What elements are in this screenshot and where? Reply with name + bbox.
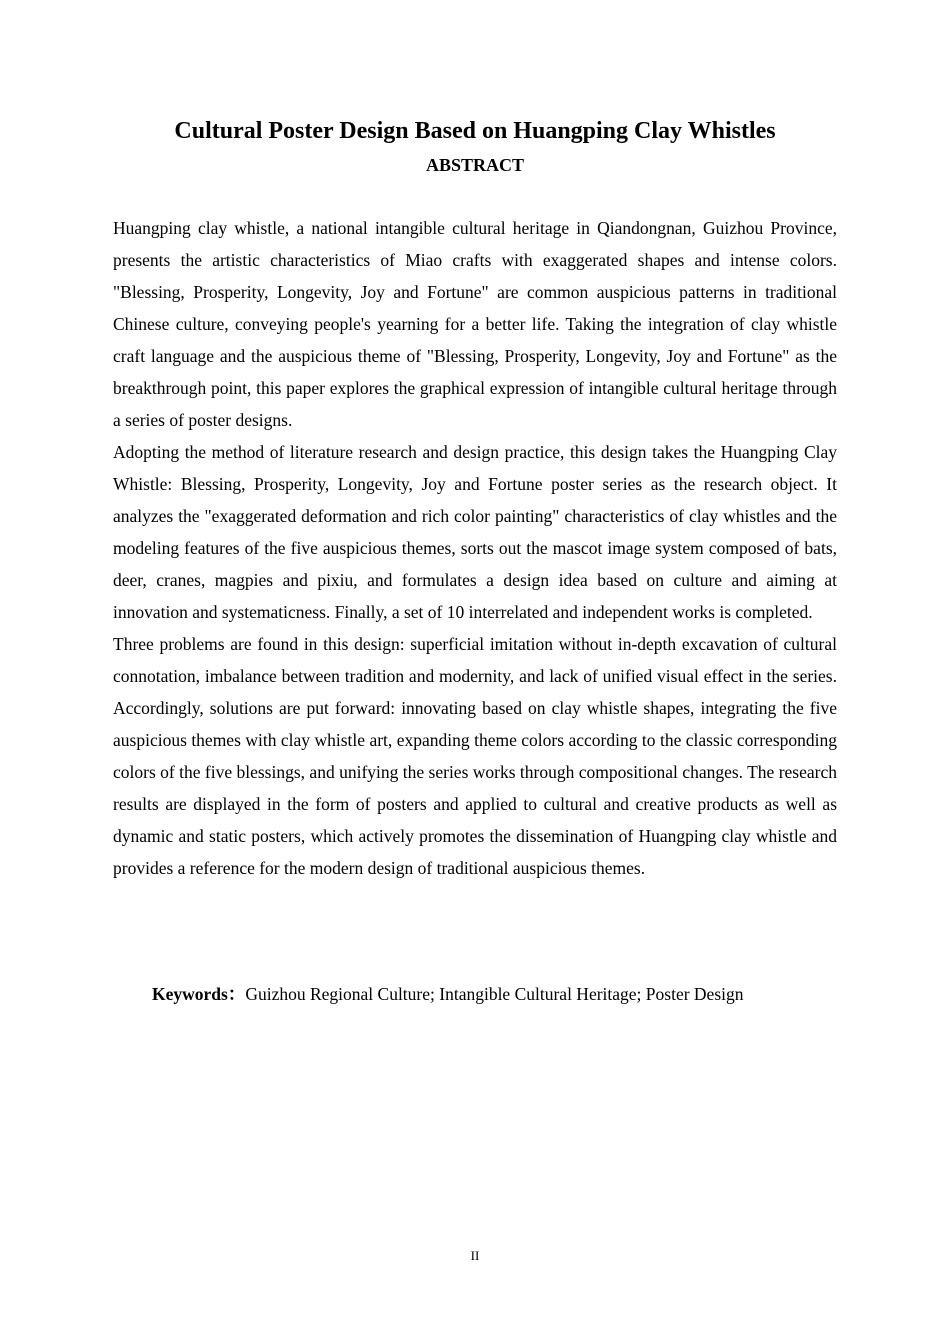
- keywords-text: Guizhou Regional Culture; Intangible Cultural Heritage; Poster Design: [245, 984, 744, 1004]
- keywords-label: Keywords：: [152, 984, 246, 1004]
- abstract-paragraph-3: Three problems are found in this design: superficial imitation without in-depth excavation of cultural connotation, imbalance between tradition and modernity, and lack of unified visual effect in the series. Accordingly, solutions are put forward: innovating based on clay whistle shapes, integrating the five auspicious themes with clay whistle art, expanding theme colors according to the classic corresponding colors of the five blessings, and unifying the series works through compositional changes. The research results are displayed in the form of posters and applied to cultural and creative products as well as dynamic and static posters, which actively promotes the dissemination of Huangping clay whistle and provides a reference for the modern design of traditional auspicious themes.: [113, 634, 837, 878]
- page-title: Cultural Poster Design Based on Huangping Clay Whistles: [174, 118, 776, 144]
- abstract-heading: ABSTRACT: [425, 155, 525, 175]
- keywords-line: [152, 978, 852, 1010]
- abstract-body: [113, 212, 837, 884]
- page-number: II: [470, 1248, 480, 1263]
- abstract-paragraph-2: Adopting the method of literature research and design practice, this design takes the Huangping Clay Whistle: Blessing, Prosperity, Longevity, Joy and Fortune poster series as the research object. It analyzes the "exaggerated deformation and rich color painting" characteristics of clay whistles and the modeling features of the five auspicious themes, sorts out the mascot image system composed of bats, deer, cranes, magpies and pixiu, and formulates a design idea based on culture and aiming at innovation and systematicness. Finally, a set of 10 interrelated and independent works is completed.: [113, 442, 837, 622]
- abstract-paragraph-1: Huangping clay whistle, a national intangible cultural heritage in Qiandongnan, Guizhou Province, presents the artistic characteristics of Miao crafts with exaggerated shapes and intense colors. "Blessing, Prosperity, Longevity, Joy and Fortune" are common auspicious patterns in traditional Chinese culture, conveying people's yearning for a better life. Taking the integration of clay whistle craft language and the auspicious theme of "Blessing, Prosperity, Longevity, Joy and Fortune" as the breakthrough point, this paper explores the graphical expression of intangible cultural heritage through a series of poster designs.: [113, 218, 837, 430]
